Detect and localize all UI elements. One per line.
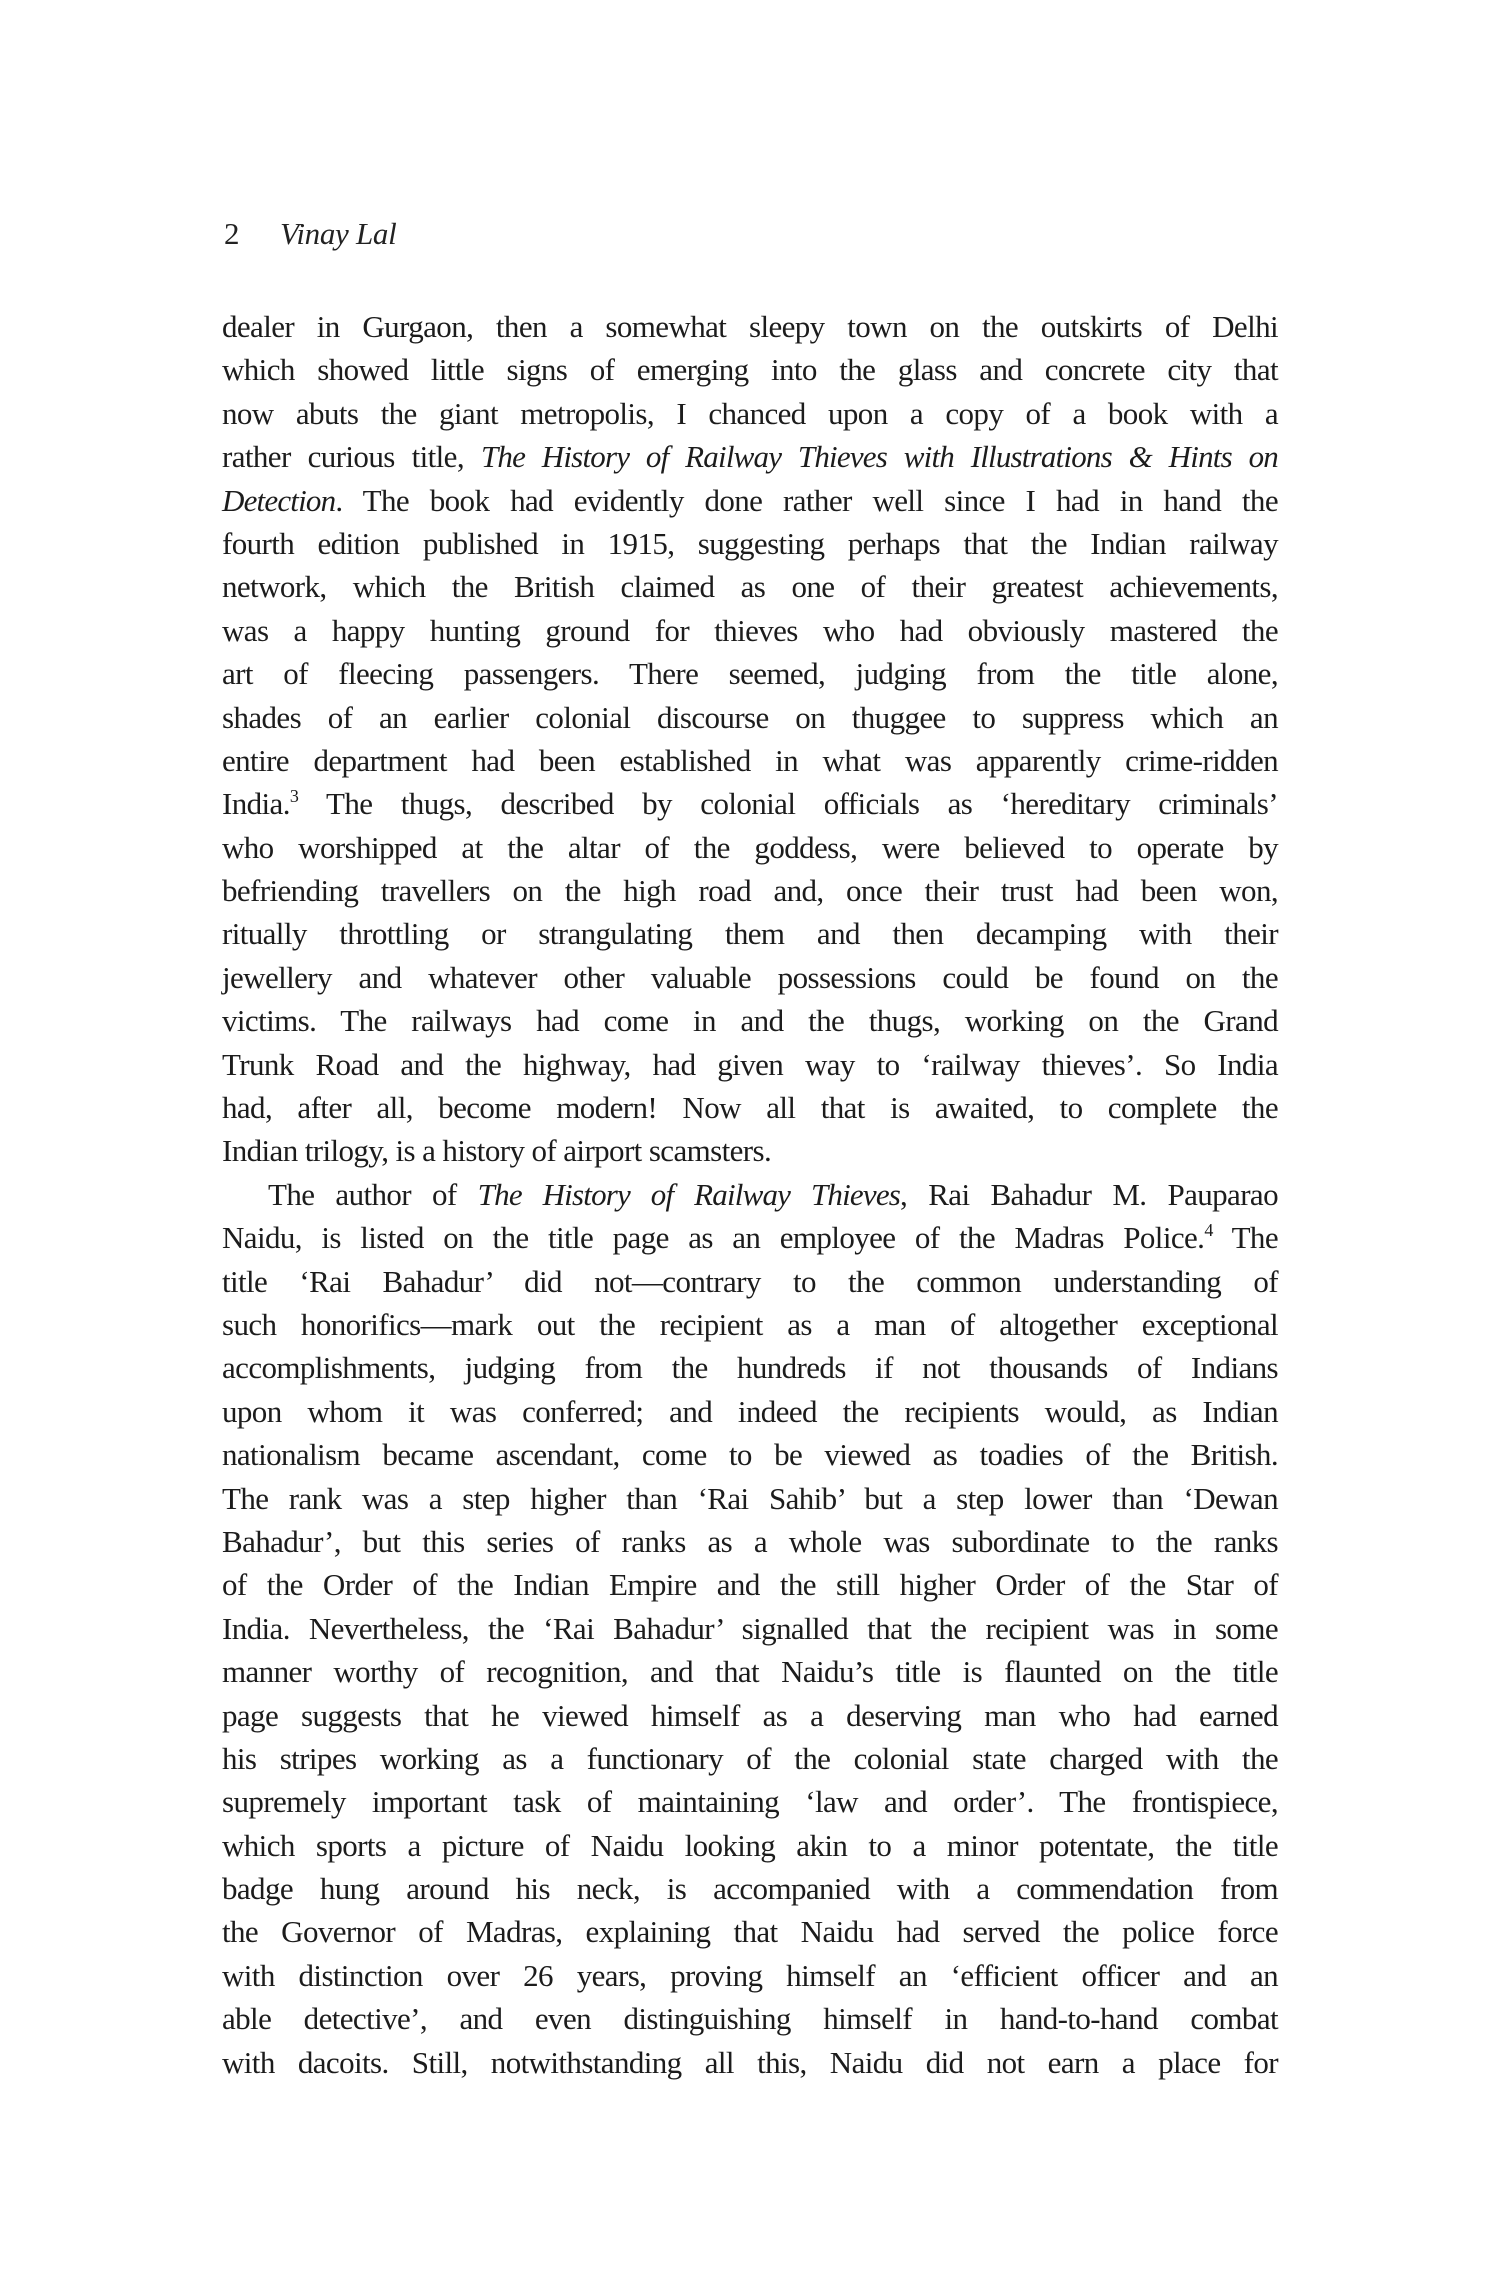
- text-run: with distinction over 26 years, proving himself an ‘efficient officer and an: [222, 1957, 1278, 1993]
- text-run: art of fleecing passengers. There seemed, judging from the title alone,: [222, 656, 1278, 692]
- text-run: The thugs, described by colonial officials as ‘hereditary criminals’: [298, 786, 1278, 822]
- text-line: [222, 1433, 1278, 1476]
- text-line: [222, 1390, 1278, 1433]
- text-run: of the Order of the Indian Empire and the still higher Order of the Star of: [222, 1567, 1278, 1603]
- text-line: [222, 1043, 1278, 1086]
- footnote-reference: 3: [289, 786, 299, 807]
- text-line: [222, 1563, 1278, 1606]
- text-run: the Governor of Madras, explaining that Naidu had served the police force: [222, 1914, 1278, 1950]
- text-run: befriending travellers on the high road and, once their trust had been won,: [222, 873, 1278, 909]
- text-run: network, which the British claimed as one of their greatest achievements,: [222, 569, 1278, 605]
- text-run: nationalism became ascendant, come to be viewed as toadies of the British.: [222, 1437, 1278, 1473]
- text-run: which showed little signs of emerging into the glass and concrete city that: [222, 352, 1278, 388]
- text-run: page suggests that he viewed himself as a deserving man who had earned: [222, 1697, 1278, 1733]
- text-run: Naidu, is listed on the title page as an employee of the Madras Police.: [222, 1220, 1205, 1256]
- text-run: such honorifics—mark out the recipient as a man of altogether exceptional: [222, 1306, 1278, 1342]
- text-line: [222, 1303, 1278, 1346]
- text-line: [222, 522, 1278, 565]
- text-line: [222, 652, 1278, 695]
- text-line: [222, 479, 1278, 522]
- page-number: 2: [224, 216, 240, 251]
- text-run: now abuts the giant metropolis, I chanced upon a copy of a book with a: [222, 395, 1278, 431]
- body-text: [222, 305, 1278, 2084]
- text-run: upon whom it was conferred; and indeed the recipients would, as Indian: [222, 1393, 1278, 1429]
- text-line: [222, 1129, 1278, 1172]
- book-title-italic: The History of Railway Thieves: [477, 1176, 901, 1212]
- text-line: [222, 348, 1278, 391]
- text-line: [222, 869, 1278, 912]
- text-run: dealer in Gurgaon, then a somewhat sleepy town on the outskirts of Delhi: [222, 309, 1278, 344]
- book-title-italic: The History of Railway Thieves with Illustrations & Hints on: [480, 439, 1278, 475]
- text-run: supremely important task of maintaining ‘law and order’. The frontispiece,: [222, 1784, 1278, 1820]
- text-line: [222, 609, 1278, 652]
- text-line: [222, 999, 1278, 1042]
- text-line: [222, 1910, 1278, 1953]
- text-line: [222, 696, 1278, 739]
- footnote-reference: 4: [1204, 1220, 1213, 1241]
- text-run: The author of: [268, 1176, 478, 1212]
- text-line: [222, 305, 1278, 348]
- text-run: victims. The railways had come in and the thugs, working on the Grand: [222, 1003, 1278, 1039]
- text-run: . The book had evidently done rather well since I had in hand the: [335, 482, 1278, 518]
- text-run: India. Nevertheless, the ‘Rai Bahadur’ signalled that the recipient was in some: [222, 1610, 1278, 1646]
- text-line: [222, 1086, 1278, 1129]
- text-line: [222, 1954, 1278, 1997]
- text-run: entire department had been established in what was apparently crime-ridden: [222, 742, 1278, 778]
- text-run: badge hung around his neck, is accompanied with a commendation from: [222, 1871, 1278, 1907]
- running-head: [224, 212, 396, 256]
- text-line: [222, 2041, 1278, 2084]
- text-line: [222, 1260, 1278, 1303]
- text-line: [222, 435, 1278, 478]
- text-run: rather curious title,: [222, 439, 481, 475]
- running-head-author: Vinay Lal: [280, 216, 397, 251]
- text-run: shades of an earlier colonial discourse on thuggee to suppress which an: [222, 699, 1278, 735]
- text-line: [222, 1216, 1278, 1259]
- text-line: [222, 1607, 1278, 1650]
- text-line: [222, 1477, 1278, 1520]
- text-run: Indian trilogy, is a history of airport scamsters.: [222, 1133, 772, 1169]
- text-run: accomplishments, judging from the hundreds if not thousands of Indians: [222, 1350, 1278, 1386]
- text-run: jewellery and whatever other valuable possessions could be found on the: [222, 959, 1278, 995]
- text-line: [222, 782, 1278, 825]
- text-line: [222, 1694, 1278, 1737]
- text-line: [222, 1997, 1278, 2040]
- text-run: which sports a picture of Naidu looking akin to a minor potentate, the title: [222, 1827, 1278, 1863]
- text-line: [222, 1520, 1278, 1563]
- text-run: ritually throttling or strangulating them and then decamping with their: [222, 916, 1278, 952]
- paragraph: [222, 305, 1278, 1173]
- text-line: [222, 1867, 1278, 1910]
- paragraph: [222, 1173, 1278, 2084]
- text-line: [222, 739, 1278, 782]
- text-run: manner worthy of recognition, and that Naidu’s title is flaunted on the title: [222, 1654, 1278, 1690]
- text-run: Trunk Road and the highway, had given way to ‘railway thieves’. So India: [222, 1046, 1278, 1082]
- text-line: [222, 1824, 1278, 1867]
- text-line: [222, 912, 1278, 955]
- text-line: [222, 1780, 1278, 1823]
- text-run: able detective’, and even distinguishing himself in hand-to-hand combat: [222, 2001, 1278, 2037]
- text-line: [222, 1346, 1278, 1389]
- text-run: had, after all, become modern! Now all that is awaited, to complete the: [222, 1090, 1278, 1126]
- text-run: , Rai Bahadur M. Pauparao: [900, 1176, 1278, 1212]
- text-run: who worshipped at the altar of the goddess, were believed to operate by: [222, 829, 1278, 865]
- text-line: [222, 956, 1278, 999]
- text-line: [222, 1173, 1278, 1216]
- text-run: The rank was a step higher than ‘Rai Sahib’ but a step lower than ‘Dewan: [222, 1480, 1278, 1516]
- text-run: was a happy hunting ground for thieves who had obviously mastered the: [222, 612, 1278, 648]
- text-run: India.: [222, 786, 290, 822]
- text-line: [222, 565, 1278, 608]
- text-run: The: [1212, 1220, 1278, 1256]
- text-line: [222, 1650, 1278, 1693]
- text-line: [222, 826, 1278, 869]
- text-run: Bahadur’, but this series of ranks as a whole was subordinate to the ranks: [222, 1523, 1278, 1559]
- text-run: with dacoits. Still, notwithstanding all this, Naidu did not earn a place for: [222, 2044, 1278, 2080]
- book-title-italic: Detection: [222, 482, 336, 518]
- text-line: [222, 392, 1278, 435]
- text-run: title ‘Rai Bahadur’ did not—contrary to the common understanding of: [222, 1263, 1278, 1299]
- text-run: his stripes working as a functionary of the colonial state charged with the: [222, 1740, 1278, 1776]
- text-run: fourth edition published in 1915, suggesting perhaps that the Indian railway: [222, 525, 1278, 561]
- text-line: [222, 1737, 1278, 1780]
